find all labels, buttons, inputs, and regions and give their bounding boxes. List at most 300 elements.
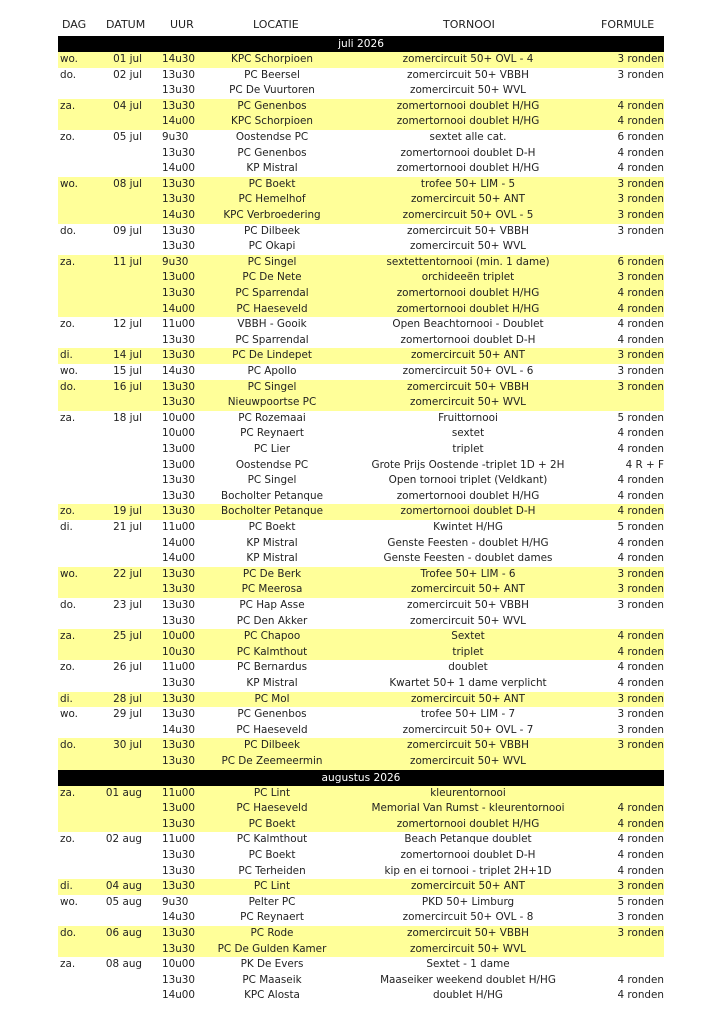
table-row: [58, 551, 664, 567]
location-cell: PC Chapoo: [243, 630, 301, 643]
table-row: [58, 957, 664, 973]
tournament-cell: Trofee 50+ LIM - 6: [420, 567, 516, 580]
location-cell: PC De Nete: [242, 271, 302, 284]
time-cell: 9u30: [162, 895, 189, 908]
table-row: [58, 146, 664, 162]
format-cell: 4 ronden: [617, 661, 664, 674]
location-cell: KP Mistral: [246, 162, 298, 175]
time-cell: 14u30: [162, 209, 196, 221]
day-cell: do.: [60, 380, 77, 393]
time-cell: 13u30: [162, 287, 196, 299]
date-cell: 19 jul: [113, 505, 142, 518]
header-formule: FORMULE: [601, 18, 655, 31]
tournament-cell: zomertornooi doublet H/HG: [396, 99, 540, 112]
location-cell: PC Reynaert: [240, 911, 304, 924]
table-row: [58, 723, 664, 739]
tournament-cell: Grote Prijs Oostende -triplet 1D + 2H: [371, 458, 565, 471]
format-cell: 3 ronden: [617, 193, 664, 206]
tournament-cell: zomercircuit 50+ VBBH: [407, 224, 529, 237]
time-cell: 13u30: [162, 68, 196, 81]
table-row: [58, 536, 664, 552]
time-cell: 13u30: [162, 474, 196, 487]
day-cell: wo.: [60, 365, 78, 377]
time-cell: 13u30: [162, 708, 196, 721]
table-row: [58, 973, 664, 989]
table-row: [58, 114, 664, 130]
tournament-cell: zomercircuit 50+ WVL: [410, 614, 526, 627]
time-cell: 10u00: [162, 630, 196, 643]
date-cell: 25 jul: [113, 630, 142, 643]
format-cell: 3 ronden: [617, 349, 664, 362]
day-cell: za.: [60, 958, 76, 971]
table-row: [58, 68, 664, 84]
table-row: [58, 926, 664, 942]
time-cell: 13u30: [162, 927, 196, 939]
table-row: [58, 707, 664, 723]
location-cell: PC Rode: [250, 927, 294, 939]
table-row: [58, 348, 664, 364]
format-cell: 4 R + F: [625, 458, 664, 471]
location-cell: PC Rozemaai: [238, 411, 306, 424]
date-cell: 01 jul: [113, 53, 142, 65]
date-cell: 09 jul: [113, 224, 142, 237]
table-row: [58, 224, 664, 240]
tournament-cell: trofee 50+ LIM - 7: [420, 708, 516, 721]
table-row: [58, 380, 664, 396]
time-cell: 13u00: [162, 458, 196, 471]
location-cell: PC De Vuurtoren: [229, 84, 315, 97]
day-cell: wo.: [60, 53, 78, 65]
header-dag: DAG: [62, 18, 87, 31]
day-cell: za.: [60, 786, 76, 799]
table-row: [58, 239, 664, 255]
day-cell: do.: [60, 68, 77, 81]
table-row: [58, 395, 664, 411]
tournament-cell: Open Beachtornooi - Doublet: [392, 318, 544, 331]
date-cell: 02 jul: [113, 68, 142, 81]
tournament-cell: zomertornooi doublet H/HG: [396, 115, 540, 128]
time-cell: 10u00: [162, 958, 196, 971]
location-cell: PC Sparrendal: [235, 333, 309, 346]
location-cell: PC Reynaert: [240, 427, 304, 440]
format-cell: 4 ronden: [617, 318, 664, 331]
date-cell: 29 jul: [113, 708, 142, 721]
format-cell: 4 ronden: [617, 162, 664, 175]
day-cell: di.: [60, 880, 73, 893]
tournament-cell: zomertornooi doublet H/HG: [396, 302, 540, 315]
tournament-cell: zomercircuit 50+ OVL - 7: [402, 723, 534, 736]
location-cell: PC Genenbos: [237, 99, 307, 112]
table-row: [58, 645, 664, 661]
location-cell: PC Genenbos: [237, 146, 307, 159]
day-cell: wo.: [60, 708, 78, 721]
day-cell: zo.: [60, 833, 75, 846]
table-row: [58, 473, 664, 489]
table-row: [58, 52, 664, 68]
format-cell: 3 ronden: [617, 209, 664, 221]
time-cell: 11u00: [162, 521, 196, 533]
format-cell: 4 ronden: [617, 864, 664, 877]
table-row: [58, 817, 664, 833]
time-cell: 13u30: [162, 583, 196, 596]
location-cell: PC Terheiden: [238, 864, 306, 877]
tournament-cell: zomercircuit 50+ WVL: [410, 240, 526, 253]
format-cell: 4 ronden: [617, 427, 664, 440]
table-row: [58, 302, 664, 318]
time-cell: 13u30: [162, 489, 196, 502]
format-cell: 3 ronden: [617, 692, 664, 705]
tournament-cell: zomercircuit 50+ ANT: [410, 692, 526, 705]
time-cell: 13u30: [162, 755, 196, 767]
date-cell: 01 aug: [105, 786, 142, 799]
table-row: [58, 786, 664, 802]
table-row: [58, 192, 664, 208]
table-row: [58, 676, 664, 692]
location-cell: PC Haeseveld: [236, 302, 308, 315]
location-cell: PC Boekt: [248, 521, 296, 533]
tournament-cell: zomertornooi doublet H/HG: [396, 287, 540, 299]
time-cell: 13u30: [162, 99, 196, 112]
table-row: [58, 208, 664, 224]
tournament-cell: zomercircuit 50+ VBBH: [407, 380, 529, 393]
format-cell: 4 ronden: [617, 115, 664, 128]
time-cell: 13u30: [162, 677, 196, 689]
location-cell: PC Lint: [253, 786, 291, 799]
format-cell: 4 ronden: [617, 302, 664, 315]
tournament-cell: sextettentornooi (min. 1 dame): [386, 255, 550, 268]
location-cell: PC De Gulden Kamer: [217, 942, 327, 955]
tournament-cell: sextet alle cat.: [429, 131, 507, 143]
tournament-cell: Memorial Van Rumst - kleurentornooi: [371, 802, 565, 815]
format-cell: 4 ronden: [617, 630, 664, 643]
date-cell: 23 jul: [113, 599, 142, 611]
location-cell: PC Singel: [247, 255, 297, 268]
date-cell: 14 jul: [113, 349, 142, 362]
tournament-cell: Genste Feesten - doublet dames: [383, 552, 553, 565]
format-cell: 3 ronden: [617, 927, 664, 939]
format-cell: 4 ronden: [617, 802, 664, 815]
table-row: [58, 692, 664, 708]
date-cell: 15 jul: [113, 365, 142, 377]
table-row: [58, 504, 664, 520]
table-row: [58, 489, 664, 505]
day-cell: wo.: [60, 177, 78, 190]
location-cell: PC Haeseveld: [236, 802, 308, 815]
location-cell: PC Sparrendal: [235, 287, 309, 299]
tournament-cell: Kwintet H/HG: [433, 521, 503, 533]
time-cell: 13u30: [162, 240, 196, 253]
format-cell: 3 ronden: [617, 271, 664, 284]
tournament-cell: zomercircuit 50+ OVL - 6: [402, 365, 534, 377]
time-cell: 9u30: [162, 255, 189, 268]
day-cell: di.: [60, 692, 73, 705]
format-cell: 4 ronden: [617, 99, 664, 112]
location-cell: PC De Zeemeermin: [221, 755, 323, 767]
location-cell: PC Dilbeek: [244, 739, 300, 752]
table-row: [58, 442, 664, 458]
table-row: [58, 614, 664, 630]
table-row: [58, 426, 664, 442]
format-cell: 4 ronden: [617, 677, 664, 689]
format-cell: 4 ronden: [617, 645, 664, 658]
time-cell: 13u30: [162, 333, 196, 346]
location-cell: PK De Evers: [240, 958, 304, 971]
header-locatie: LOCATIE: [253, 18, 299, 31]
table-row: [58, 910, 664, 926]
format-cell: 3 ronden: [617, 365, 664, 377]
time-cell: 13u30: [162, 84, 196, 97]
tournament-cell: trofee 50+ LIM - 5: [420, 177, 516, 190]
date-cell: 30 jul: [113, 739, 142, 752]
date-cell: 18 jul: [113, 411, 142, 424]
time-cell: 13u00: [162, 271, 196, 284]
tournament-cell: zomercircuit 50+ WVL: [410, 755, 526, 767]
location-cell: PC Lint: [253, 880, 291, 893]
format-cell: 4 ronden: [617, 973, 664, 986]
location-cell: KPC Verbroedering: [223, 209, 321, 221]
tournament-cell: Kwartet 50+ 1 dame verplicht: [389, 677, 547, 689]
format-cell: 3 ronden: [617, 723, 664, 736]
location-cell: PC Apollo: [247, 365, 297, 377]
day-cell: wo.: [60, 567, 78, 580]
time-cell: 13u30: [162, 599, 196, 611]
table-row: [58, 848, 664, 864]
time-cell: 14u00: [162, 989, 196, 1002]
time-cell: 11u00: [162, 786, 196, 799]
day-cell: zo.: [60, 318, 75, 331]
day-cell: di.: [60, 349, 73, 362]
header-tornooi: TORNOOI: [443, 18, 495, 31]
date-cell: 22 jul: [113, 567, 142, 580]
format-cell: 3 ronden: [617, 599, 664, 611]
tournament-cell: triplet: [452, 443, 484, 455]
table-row: [58, 832, 664, 848]
time-cell: 13u30: [162, 224, 196, 237]
tournament-cell: zomertornooi doublet D-H: [400, 505, 536, 518]
tournament-cell: sextet: [451, 427, 485, 440]
time-cell: 10u00: [162, 427, 196, 440]
date-cell: 04 aug: [105, 880, 142, 893]
tournament-cell: zomercircuit 50+ ANT: [410, 880, 526, 893]
tournament-cell: zomercircuit 50+ ANT: [410, 349, 526, 362]
tournament-cell: zomercircuit 50+ OVL - 8: [402, 911, 534, 924]
date-cell: 04 jul: [113, 99, 142, 112]
location-cell: Bocholter Petanque: [221, 489, 323, 502]
time-cell: 13u00: [162, 443, 196, 455]
format-cell: 4 ronden: [617, 505, 664, 518]
location-cell: PC Meerosa: [241, 583, 303, 596]
table-row: [58, 520, 664, 536]
table-row: [58, 879, 664, 895]
table-row: [58, 411, 664, 427]
format-cell: 3 ronden: [617, 380, 664, 393]
tournament-cell: zomercircuit 50+ WVL: [410, 942, 526, 955]
table-row: [58, 83, 664, 99]
time-cell: 13u30: [162, 614, 196, 627]
tournament-cell: zomercircuit 50+ VBBH: [407, 599, 529, 611]
time-cell: 9u30: [162, 131, 189, 143]
day-cell: do.: [60, 927, 77, 939]
month-header: juli 2026: [58, 36, 664, 52]
table-row: [58, 161, 664, 177]
day-cell: di.: [60, 521, 73, 533]
location-cell: KPC Schorpioen: [231, 53, 313, 65]
date-cell: 08 jul: [113, 177, 142, 190]
time-cell: 10u00: [162, 411, 196, 424]
format-cell: 3 ronden: [617, 708, 664, 721]
time-cell: 11u00: [162, 833, 196, 846]
location-cell: PC Bernardus: [236, 661, 308, 674]
table-row: [58, 582, 664, 598]
tournament-cell: zomercircuit 50+ VBBH: [407, 739, 529, 752]
time-cell: 14u30: [162, 53, 196, 65]
tournament-cell: Genste Feesten - doublet H/HG: [387, 536, 549, 549]
format-cell: 4 ronden: [617, 536, 664, 549]
day-cell: do.: [60, 224, 77, 237]
location-cell: KPC Schorpioen: [231, 115, 313, 128]
format-cell: 6 ronden: [617, 131, 664, 143]
format-cell: 6 ronden: [617, 255, 664, 268]
location-cell: PC Haeseveld: [236, 723, 308, 736]
time-cell: 13u30: [162, 567, 196, 580]
location-cell: PC Mol: [254, 692, 290, 705]
location-cell: PC Singel: [247, 474, 297, 487]
location-cell: Oostendse PC: [235, 458, 309, 471]
date-cell: 21 jul: [113, 521, 142, 533]
location-cell: PC Singel: [247, 380, 297, 393]
location-cell: KPC Alosta: [244, 989, 300, 1002]
location-cell: KP Mistral: [246, 677, 298, 689]
day-cell: zo.: [60, 661, 75, 674]
format-cell: 4 ronden: [617, 989, 664, 1002]
time-cell: 14u00: [162, 552, 196, 565]
location-cell: VBBH - Gooik: [237, 318, 307, 331]
tournament-cell: kip en ei tornooi - triplet 2H+1D: [384, 864, 552, 877]
location-cell: PC Genenbos: [237, 708, 307, 721]
format-cell: 3 ronden: [617, 224, 664, 237]
format-cell: 4 ronden: [617, 552, 664, 565]
time-cell: 13u30: [162, 942, 196, 955]
tournament-cell: Sextet - 1 dame: [426, 958, 510, 971]
tournament-cell: triplet: [452, 645, 484, 658]
location-cell: PC Maaseik: [242, 973, 302, 986]
location-cell: PC Lier: [253, 443, 291, 455]
tournament-cell: zomertornooi doublet D-H: [400, 333, 536, 346]
location-cell: KP Mistral: [246, 536, 298, 549]
location-cell: PC Boekt: [248, 817, 296, 830]
table-row: [58, 801, 664, 817]
time-cell: 13u30: [162, 380, 196, 393]
time-cell: 13u30: [162, 349, 196, 362]
tournament-cell: zomertornooi doublet D-H: [400, 146, 536, 159]
time-cell: 13u30: [162, 739, 196, 752]
table-row: [58, 738, 664, 754]
table-row: [58, 130, 664, 146]
location-cell: Pelter PC: [248, 895, 296, 908]
format-cell: 4 ronden: [617, 287, 664, 299]
tournament-cell: zomercircuit 50+ VBBH: [407, 68, 529, 81]
location-cell: PC Hap Asse: [239, 599, 305, 611]
time-cell: 13u30: [162, 177, 196, 190]
format-cell: 3 ronden: [617, 177, 664, 190]
header-datum: DATUM: [106, 18, 146, 31]
location-cell: Oostendse PC: [235, 131, 309, 143]
time-cell: 10u30: [162, 645, 196, 658]
format-cell: 5 ronden: [617, 411, 664, 424]
tournament-cell: doublet H/HG: [433, 989, 503, 1002]
tournament-cell: zomercircuit 50+ OVL - 5: [402, 209, 534, 221]
day-cell: za.: [60, 411, 76, 424]
format-cell: 5 ronden: [617, 895, 664, 908]
tournament-cell: zomercircuit 50+ ANT: [410, 193, 526, 206]
location-cell: PC Beersel: [244, 68, 300, 81]
format-cell: 4 ronden: [617, 849, 664, 861]
tournament-cell: zomertornooi doublet H/HG: [396, 489, 540, 502]
table-row: [58, 255, 664, 271]
format-cell: 3 ronden: [617, 53, 664, 65]
tournament-cell: orchideeën triplet: [421, 271, 515, 284]
time-cell: 13u30: [162, 849, 196, 861]
tournament-cell: Beach Petanque doublet: [404, 833, 532, 846]
location-cell: PC Hemelhof: [238, 193, 306, 206]
time-cell: 13u30: [162, 396, 196, 409]
format-cell: 3 ronden: [617, 68, 664, 81]
date-cell: 02 aug: [105, 833, 142, 846]
format-cell: 5 ronden: [617, 521, 664, 533]
time-cell: 14u00: [162, 115, 196, 128]
location-cell: PC Dilbeek: [244, 224, 300, 237]
tournament-cell: doublet: [448, 661, 488, 674]
time-cell: 13u30: [162, 973, 196, 986]
tournament-cell: zomertornooi doublet D-H: [400, 849, 536, 861]
date-cell: 26 jul: [113, 661, 142, 674]
date-cell: 06 aug: [105, 927, 142, 939]
day-cell: za.: [60, 255, 76, 268]
format-cell: 3 ronden: [617, 739, 664, 752]
tournament-cell: zomercircuit 50+ ANT: [410, 583, 526, 596]
time-cell: 11u00: [162, 661, 196, 674]
location-cell: PC Kalmthout: [236, 833, 308, 846]
table-row: [58, 754, 664, 770]
tournament-cell: Maaseiker weekend doublet H/HG: [380, 973, 556, 986]
day-cell: do.: [60, 739, 77, 752]
tournament-cell: zomertornooi doublet H/HG: [396, 817, 540, 830]
time-cell: 13u30: [162, 193, 196, 206]
format-cell: 4 ronden: [617, 817, 664, 830]
location-cell: PC De Berk: [242, 567, 302, 580]
location-cell: PC Den Akker: [236, 614, 308, 627]
tournament-cell: Sextet: [451, 630, 485, 643]
date-cell: 16 jul: [113, 380, 142, 393]
location-cell: PC De Lindepet: [232, 349, 312, 362]
format-cell: 3 ronden: [617, 911, 664, 924]
time-cell: 14u00: [162, 536, 196, 549]
table-row: [58, 567, 664, 583]
table-row: [58, 895, 664, 911]
format-cell: 3 ronden: [617, 880, 664, 893]
header-uur: UUR: [170, 18, 194, 31]
table-row: [58, 660, 664, 676]
tournament-cell: Fruittornooi: [438, 411, 498, 424]
day-cell: za.: [60, 99, 76, 112]
location-cell: Nieuwpoortse PC: [227, 396, 317, 409]
date-cell: 28 jul: [113, 692, 142, 705]
date-cell: 12 jul: [113, 318, 142, 331]
location-cell: PC Boekt: [248, 177, 296, 190]
table-row: [58, 864, 664, 880]
format-cell: 4 ronden: [617, 833, 664, 846]
month-header: augustus 2026: [58, 770, 664, 786]
